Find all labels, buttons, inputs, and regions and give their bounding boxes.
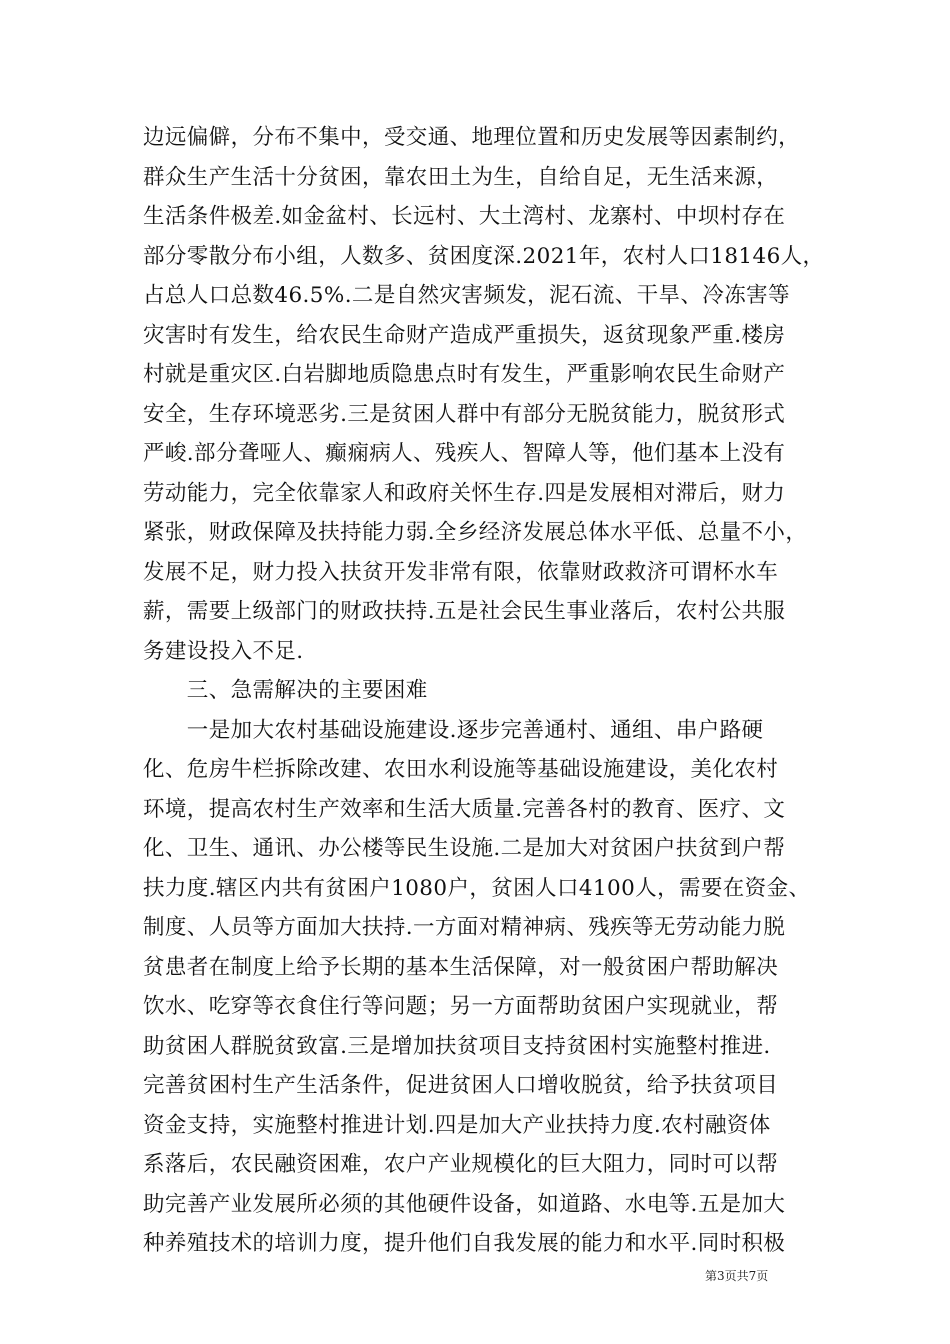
text-line: 扶力度.辖区内共有贫困户1080户，贫困人口4100人，需要在资金、	[143, 875, 811, 901]
text-line: 劳动能力，完全依靠家人和政府关怀生存.四是发展相对滞后，财力	[143, 480, 786, 506]
text-line: 务建设投入不足.	[143, 638, 304, 664]
text-line: 饮水、吃穿等衣食住行等问题；另一方面帮助贫困户实现就业，帮	[143, 994, 779, 1019]
text-line: 村就是重灾区.白岩脚地质隐患点时有发生，严重影响农民生命财产	[143, 362, 786, 387]
text-line: 薪，需要上级部门的财政扶持.五是社会民生事业落后，农村公共服	[143, 599, 786, 624]
text-line: 紧张，财政保障及扶持能力弱.全乡经济发展总体水平低、总量不小，	[143, 520, 808, 545]
text-line: 种养殖技术的培训力度，提升他们自我发展的能力和水平.同时积极	[143, 1231, 786, 1256]
text-line: 边远偏僻，分布不集中，受交通、地理位置和历史发展等因素制约，	[143, 125, 801, 150]
page-footer: 第3页共7页	[705, 1269, 769, 1283]
text-line: 助完善产业发展所必须的其他硬件设备，如道路、水电等.五是加大	[143, 1191, 786, 1217]
body-text	[143, 118, 833, 1264]
text-line: 系落后，农民融资困难，农户产业规模化的巨大阻力，同时可以帮	[143, 1152, 779, 1177]
text-line: 助贫困人群脱贫致富.三是增加扶贫项目支持贫困村实施整村推进.	[143, 1033, 771, 1059]
text-line: 制度、人员等方面加大扶持.一方面对精神病、残疾等无劳动能力脱	[143, 915, 786, 940]
text-line: 安全，生存环境恶劣.三是贫困人群中有部分无脱贫能力，脱贫形式	[143, 401, 786, 427]
text-line: 群众生产生活十分贫困，靠农田土为生，自给自足，无生活来源，	[143, 164, 779, 190]
text-line: 化、危房牛栏拆除改建、农田水利设施等基础设施建设，美化农村	[143, 757, 779, 782]
text-line: 灾害时有发生，给农民生命财产造成严重损失，返贫现象严重.楼房	[143, 322, 786, 348]
text-line: 贫患者在制度上给予长期的基本生活保障，对一般贫困户帮助解决	[143, 954, 779, 980]
text-line: 环境，提高农村生产效率和生活大质量.完善各村的教育、医疗、文	[143, 796, 786, 822]
text-line: 化、卫生、通讯、办公楼等民生设施.二是加大对贫困户扶贫到户帮	[143, 836, 786, 861]
text-line: 三、急需解决的主要困难	[143, 678, 428, 703]
text-line: 占总人口总数46.5%.二是自然灾害频发，泥石流、干旱、冷冻害等	[143, 283, 790, 308]
text-line: 生活条件极差.如金盆村、长远村、大土湾村、龙寨村、中坝村存在	[143, 204, 786, 229]
text-line: 资金支持，实施整村推进计划.四是加大产业扶持力度.农村融资体	[143, 1112, 771, 1138]
text-line: 严峻.部分聋哑人、癫痫病人、残疾人、智障人等，他们基本上没有	[143, 441, 786, 466]
text-line: 完善贫困村生产生活条件，促进贫困人口增收脱贫，给予扶贫项目	[143, 1073, 779, 1098]
text-line: 部分零散分布小组，人数多、贫困度深.2021年，农村人口18146人，	[143, 243, 825, 269]
text-line: 发展不足，财力投入扶贫开发非常有限，依靠财政救济可谓杯水车	[143, 559, 779, 585]
text-line: 一是加大农村基础设施建设.逐步完善通村、通组、串户路硬	[143, 717, 764, 743]
